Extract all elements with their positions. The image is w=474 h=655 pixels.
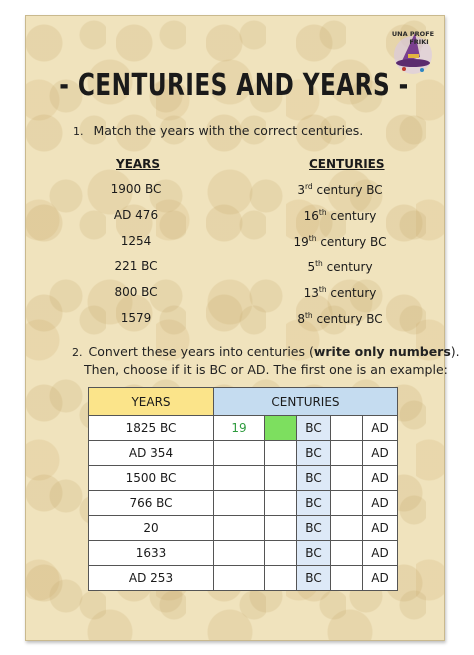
ad-option[interactable]: AD	[363, 566, 398, 591]
bc-option[interactable]: BC	[297, 516, 331, 541]
century-item	[284, 311, 396, 337]
bc-ad-choice-cell[interactable]	[331, 516, 363, 541]
bc-option[interactable]: BC	[297, 416, 331, 441]
century-suffix: th	[304, 310, 313, 320]
year-cell: 1825 BC	[89, 416, 214, 441]
century-number: 16	[303, 208, 319, 223]
question-2-number: 2.	[72, 346, 83, 359]
year-item: 1254	[120, 233, 152, 248]
table-row	[89, 516, 398, 541]
bc-ad-choice-cell[interactable]	[265, 416, 297, 441]
bc-ad-choice-cell[interactable]	[265, 541, 297, 566]
century-input-cell[interactable]	[214, 491, 265, 516]
century-item	[284, 208, 396, 234]
question-2-line2: Then, choose if it is BC or AD. The first one is an example:	[84, 362, 448, 377]
century-item	[284, 182, 396, 208]
question-2-bold: write only numbers	[313, 344, 451, 359]
ad-option[interactable]: AD	[363, 516, 398, 541]
century-text: century BC	[312, 183, 383, 197]
bc-option[interactable]: BC	[297, 491, 331, 516]
century-text: century	[326, 286, 377, 301]
table-header-centuries: CENTURIES	[214, 388, 398, 416]
century-item	[284, 234, 396, 260]
question-2-text-end: ).	[450, 344, 460, 359]
year-cell: AD 253	[89, 566, 214, 591]
year-item: 1579	[120, 310, 152, 325]
conversion-table	[88, 387, 398, 591]
century-text: century	[322, 260, 373, 275]
century-suffix: th	[318, 285, 327, 295]
table-row	[89, 441, 398, 466]
svg-text:FRIKI: FRIKI	[409, 38, 429, 46]
bc-option[interactable]: BC	[297, 566, 331, 591]
century-number: 13	[303, 286, 319, 301]
century-number: 3	[297, 183, 305, 197]
bc-ad-choice-cell[interactable]	[331, 416, 363, 441]
century-text: century	[326, 208, 377, 223]
table-row	[89, 491, 398, 516]
question-1	[73, 123, 363, 138]
bc-ad-choice-cell[interactable]	[265, 566, 297, 591]
year-cell: 766 BC	[89, 491, 214, 516]
bc-ad-choice-cell[interactable]	[331, 566, 363, 591]
ad-option[interactable]: AD	[363, 441, 398, 466]
table-row	[89, 566, 398, 591]
century-input-cell[interactable]	[214, 566, 265, 591]
century-number: 5	[307, 260, 316, 275]
bc-ad-choice-cell[interactable]	[331, 541, 363, 566]
question-2	[72, 343, 460, 378]
page-title: - CENTURIES AND YEARS -	[59, 68, 409, 103]
ad-option[interactable]: AD	[363, 541, 398, 566]
bc-ad-choice-cell[interactable]	[331, 466, 363, 491]
century-input-cell[interactable]	[214, 441, 265, 466]
bc-ad-choice-cell[interactable]	[331, 441, 363, 466]
century-item	[284, 285, 396, 311]
bc-option[interactable]: BC	[297, 541, 331, 566]
century-text: century BC	[316, 234, 387, 249]
table-row	[89, 541, 398, 566]
century-text: century BC	[312, 311, 383, 326]
year-item: AD 476	[113, 207, 159, 222]
year-item: 800 BC	[114, 285, 158, 300]
bc-ad-choice-cell[interactable]	[265, 466, 297, 491]
table-row	[89, 466, 398, 491]
year-item: 1900 BC	[110, 182, 162, 196]
century-input-cell[interactable]	[214, 541, 265, 566]
question-2-text: Convert these years into centuries (	[88, 344, 314, 359]
century-suffix: th	[318, 207, 327, 217]
ad-option[interactable]: AD	[363, 466, 398, 491]
year-item: 221 BC	[114, 259, 158, 274]
year-cell: AD 354	[89, 441, 214, 466]
ad-option[interactable]: AD	[363, 416, 398, 441]
century-suffix: th	[308, 233, 317, 243]
bc-ad-choice-cell[interactable]	[331, 491, 363, 516]
century-input-cell[interactable]	[214, 516, 265, 541]
bc-ad-choice-cell[interactable]	[265, 441, 297, 466]
century-number: 19	[293, 234, 309, 249]
century-input-cell[interactable]: 19	[214, 416, 265, 441]
question-1-number: 1.	[73, 125, 84, 138]
century-item	[284, 259, 396, 285]
century-suffix: th	[315, 259, 323, 269]
centuries-header: CENTURIES	[309, 157, 385, 171]
ad-option[interactable]: AD	[363, 491, 398, 516]
bc-ad-choice-cell[interactable]	[265, 516, 297, 541]
bc-option[interactable]: BC	[297, 466, 331, 491]
century-number: 8	[297, 311, 305, 326]
year-cell: 1633	[89, 541, 214, 566]
years-list	[104, 182, 168, 337]
table-header-years: YEARS	[89, 388, 214, 416]
year-cell: 1500 BC	[89, 466, 214, 491]
svg-text:UNA PROFE: UNA PROFE	[391, 30, 435, 38]
centuries-list	[284, 182, 396, 337]
table-row	[89, 416, 398, 441]
year-cell: 20	[89, 516, 214, 541]
bc-option[interactable]: BC	[297, 441, 331, 466]
bc-ad-choice-cell[interactable]	[265, 491, 297, 516]
question-1-text: Match the years with the correct centuries.	[93, 123, 364, 138]
century-suffix: rd	[304, 182, 313, 191]
century-input-cell[interactable]	[214, 466, 265, 491]
years-header: YEARS	[116, 157, 161, 171]
